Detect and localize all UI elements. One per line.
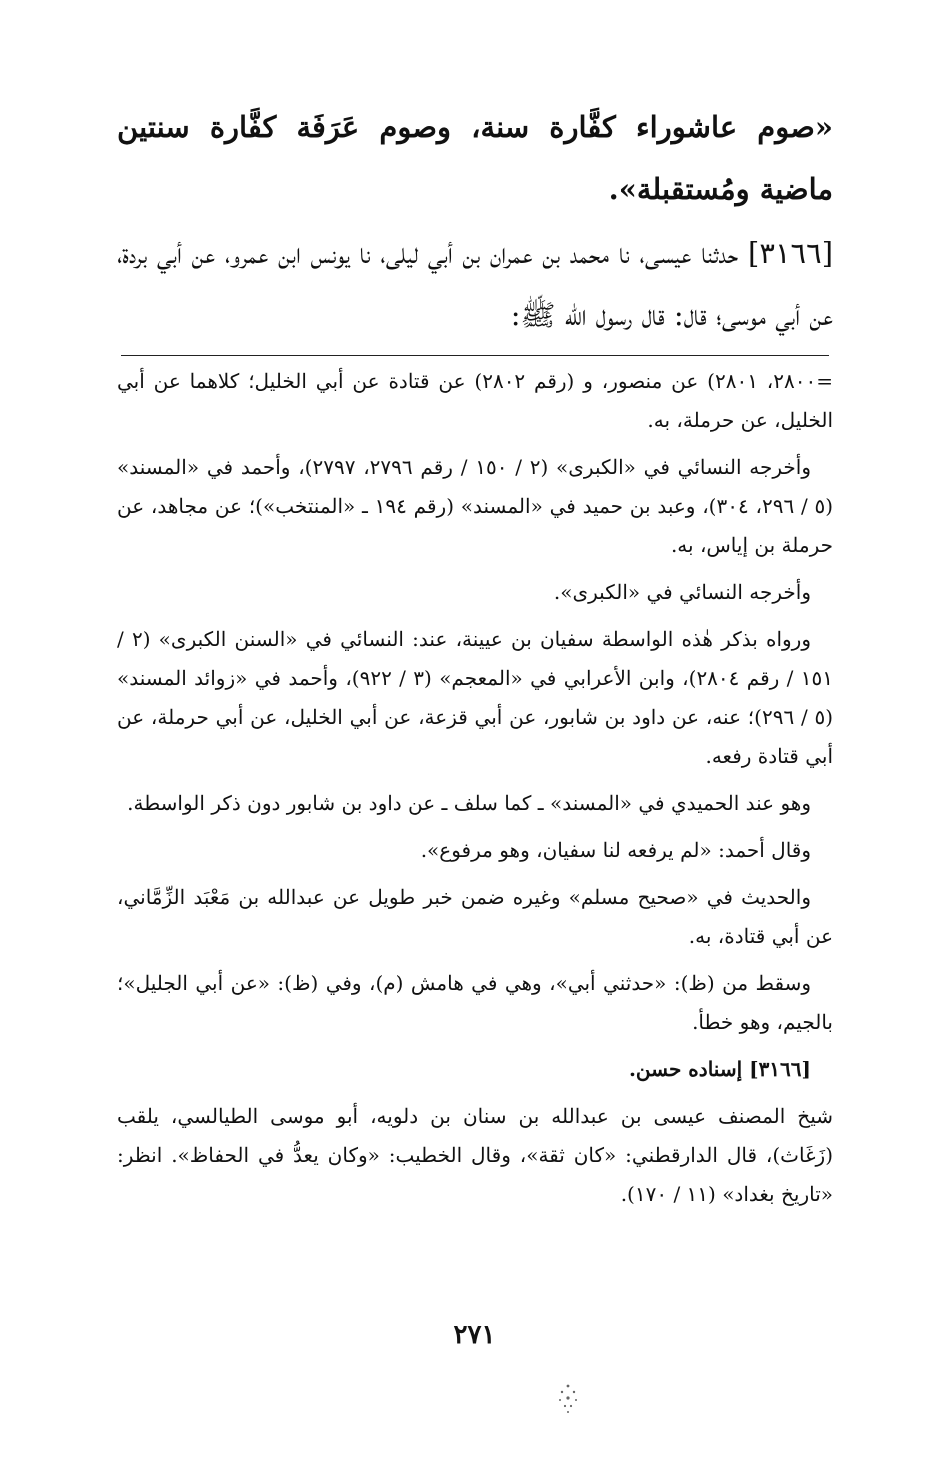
ornament-icon [548, 1378, 588, 1418]
footnote-paragraph: شيخ المصنف عيسى بن عبدالله بن سنان بن دلويه، أبو موسى الطيالسي، يلقب (زَغَاث)، قال الدارقطني: «كان ثقة»، وقال الخطيب: «وكان يعدُّ في الحفاظ». انظر: «تاريخ بغداد» (١١ / ١٧٠). [117, 1104, 833, 1206]
footnote-paragraph: =٢٨٠٠، ٢٨٠١) عن منصور، و (رقم ٢٨٠٢) عن قتادة عن أبي الخليل؛ كلاهما عن أبي الخليل، عن حرملة، به. [117, 369, 833, 432]
footnotes [117, 362, 833, 1222]
hadith-matn [117, 96, 833, 226]
hadith-isnad-text: حدثنا عيسى، نا محمد بن عمران بن أبي ليلى، نا يونس ابن عمرو، عن أبي بردة، عن أبي موسى؛ قال: قال رسول الله ﷺ: [117, 236, 833, 332]
footnote-paragraph: وأخرجه النسائي في «الكبرى». [553, 580, 811, 604]
footnote-paragraph: ورواه بذكر هٰذه الواسطة سفيان بن عيينة، عند: النسائي في «السنن الكبرى» (٢ / ١٥١ / رقم ٢٨٠٤)، وابن الأعرابي في «المعجم» (٣ / ٩٢٢)، وأحمد في «زوائد المسند» (٥ / ٢٩٦)؛ عنه، عن داود بن شابور، عن أبي قزعة، عن أبي الخليل، عن أبي حرملة، عن أبي قتادة رفعه. [117, 627, 834, 768]
footnote-paragraph: وقال أحمد: «لم يرفعه لنا سفيان، وهو مرفوع». [420, 838, 811, 862]
footnote-heading: [٣١٦٦] إسناده حسن. [628, 1057, 811, 1081]
hadith-number: [٣١٦٦] [748, 236, 834, 270]
page-number: ٢٧١ [453, 1320, 496, 1350]
footnote-paragraph: وهو عند الحميدي في «المسند» ـ كما سلف ـ عن داود بن شابور دون ذكر الواسطة. [127, 791, 811, 815]
footnote-paragraph: والحديث في «صحيح مسلم» وغيره ضمن خبر طويل عن عبدالله بن مَعْبَد الزِّمَّاني، عن أبي قتادة، به. [117, 885, 833, 948]
footnote-paragraph: وسقط من (ظ): «حدثني أبي»، وهي في هامش (م)، وفي (ظ): «عن أبي الجليل»؛ بالجيم، وهو خطأ. [117, 971, 833, 1034]
footnote-paragraph: وأخرجه النسائي في «الكبرى» (٢ / ١٥٠ / رقم ٢٧٩٦، ٢٧٩٧)، وأحمد في «المسند» (٥ / ٢٩٦، ٣٠٤)، وعبد بن حميد في «المسند» (رقم ١٩٤ ـ «المنتخب»)؛ عن مجاهد، عن حرملة بن إياس، به. [117, 455, 834, 557]
hadith-matn-text: «صوم عاشوراء كفَّارة سنة، وصوم عَرَفَة كفَّارة سنتين ماضية ومُستقبلة». [117, 110, 833, 206]
footnote-separator [121, 355, 829, 356]
hadith-isnad [117, 222, 833, 352]
